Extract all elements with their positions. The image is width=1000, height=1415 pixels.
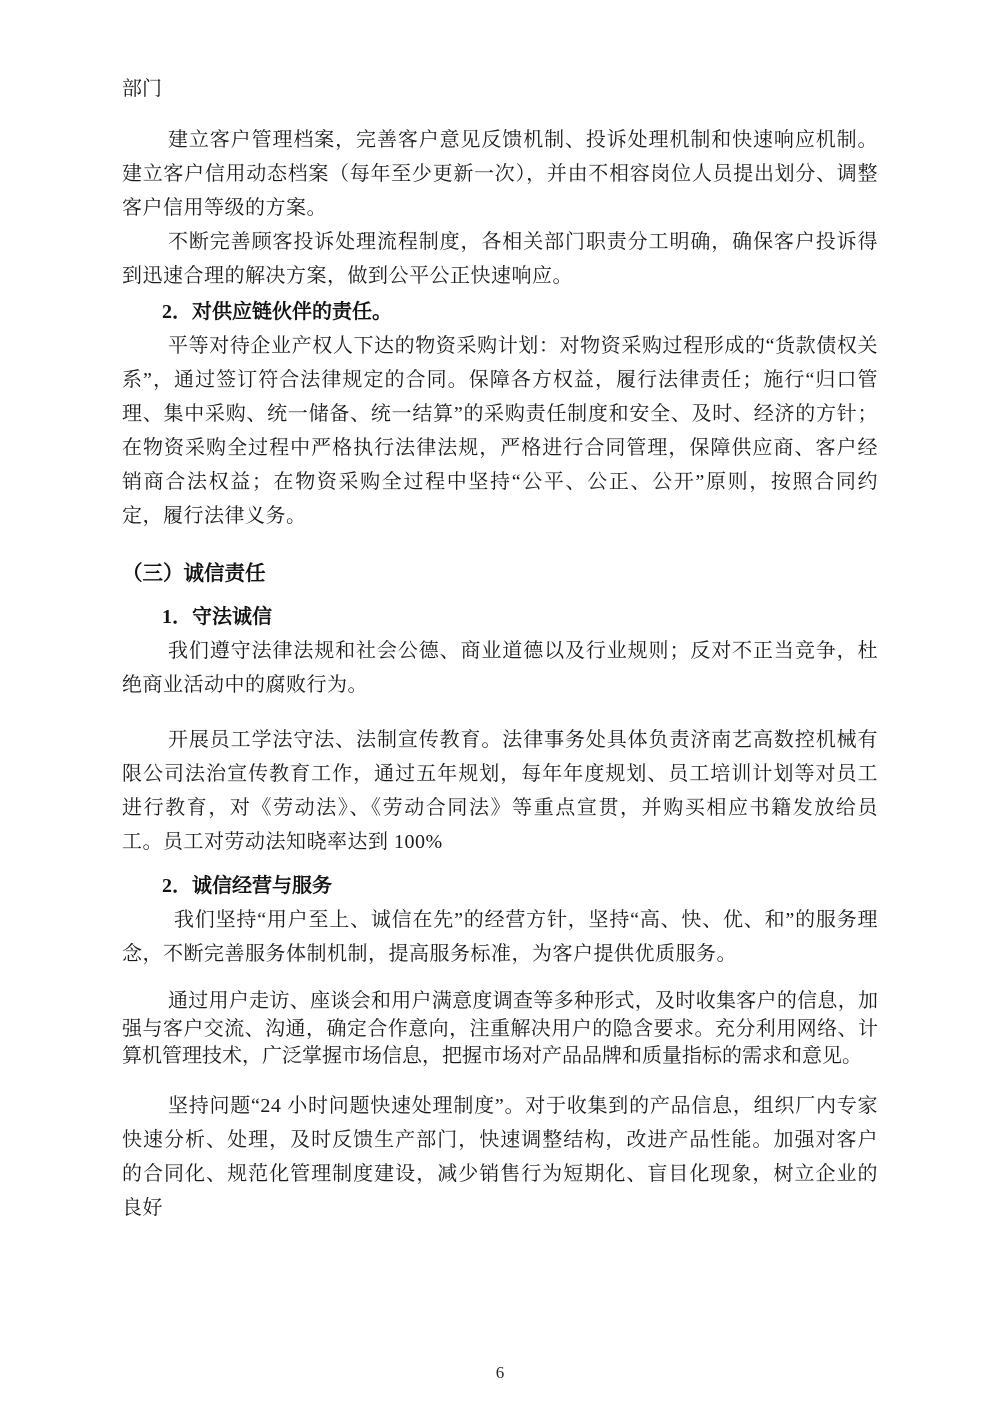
subsection-heading-law-abiding-integrity: 1．守法诚信 bbox=[162, 606, 272, 628]
paragraph-customer-feedback: 通过用户走访、座谈会和用户满意度调查等多种形式，及时收集客户的信息，加强与客户交流、沟通，确定合作意向，注重解决用户的隐含要求。充分利用网络、计算机管理技术，广泛掌握市场信息，把握市场对产品品牌和质量指标的需求和意见。 bbox=[122, 990, 878, 1067]
paragraph-service-philosophy: 我们坚持“用户至上、诚信在先”的经营方针，坚持“高、快、优、和”的服务理念，不断完善服务体制机制，提高服务标准，为客户提供优质服务。 bbox=[122, 909, 878, 965]
paragraph-law-compliance: 我们遵守法律法规和社会公德、商业道德以及行业规则；反对不正当竞争，杜绝商业活动中的腐败行为。 bbox=[122, 640, 878, 696]
paragraph-legal-education: 开展员工学法守法、法制宣传教育。法律事务处具体负责济南艺高数控机械有限公司法治宣传教育工作，通过五年规划，每年年度规划、员工培训计划等对员工进行教育，对《劳动法》、《劳动合同法》等重点宣贯，并购买相应书籍发放给员工。员工对劳动法知晓率达到 100% bbox=[122, 729, 878, 853]
page-number: 6 bbox=[495, 1363, 505, 1382]
subsection-heading-integrity-service: 2．诚信经营与服务 bbox=[162, 875, 332, 897]
document-body bbox=[122, 72, 878, 1225]
paragraph-complaint-process: 不断完善顾客投诉处理流程制度，各相关部门职责分工明确，确保客户投诉得到迅速合理的解决方案，做到公平公正快速响应。 bbox=[122, 231, 878, 287]
paragraph-rapid-response-system: 坚持问题“24 小时问题快速处理制度”。对于收集到的产品信息，组织厂内专家快速分析、处理，及时反馈生产部门，快速调整结构，改进产品性能。加强对客户的合同化、规范化管理制度建设，减少销售行为短期化、盲目化现象，树立企业的良好 bbox=[122, 1094, 878, 1219]
paragraph-procurement-policy: 平等对待企业产权人下达的物资采购计划：对物资采购过程形成的“货款债权关系”，通过签订符合法律规定的合同。保障各方权益，履行法律责任；施行“归口管理、集中采购、统一储备、统一结算”的采购责任制度和安全、及时、经济的方针；在物资采购全过程中严格执行法律法规，严格进行合同管理，保障供应商、客户经销商合法权益；在物资采购全过程中坚持“公平、公正、公开”原则，按照合同约定，履行法律义务。 bbox=[122, 335, 878, 527]
subsection-heading-supply-chain-responsibility: 2．对供应链伙伴的责任。 bbox=[162, 301, 392, 323]
continued-paragraph-fragment: 部门 bbox=[122, 78, 162, 100]
paragraph-customer-records: 建立客户管理档案，完善客户意见反馈机制、投诉处理机制和快速响应机制。建立客户信用动态档案（每年至少更新一次），并由不相容岗位人员提出划分、调整客户信用等级的方案。 bbox=[122, 129, 878, 219]
section-heading-integrity-responsibility: （三）诚信责任 bbox=[122, 563, 266, 585]
